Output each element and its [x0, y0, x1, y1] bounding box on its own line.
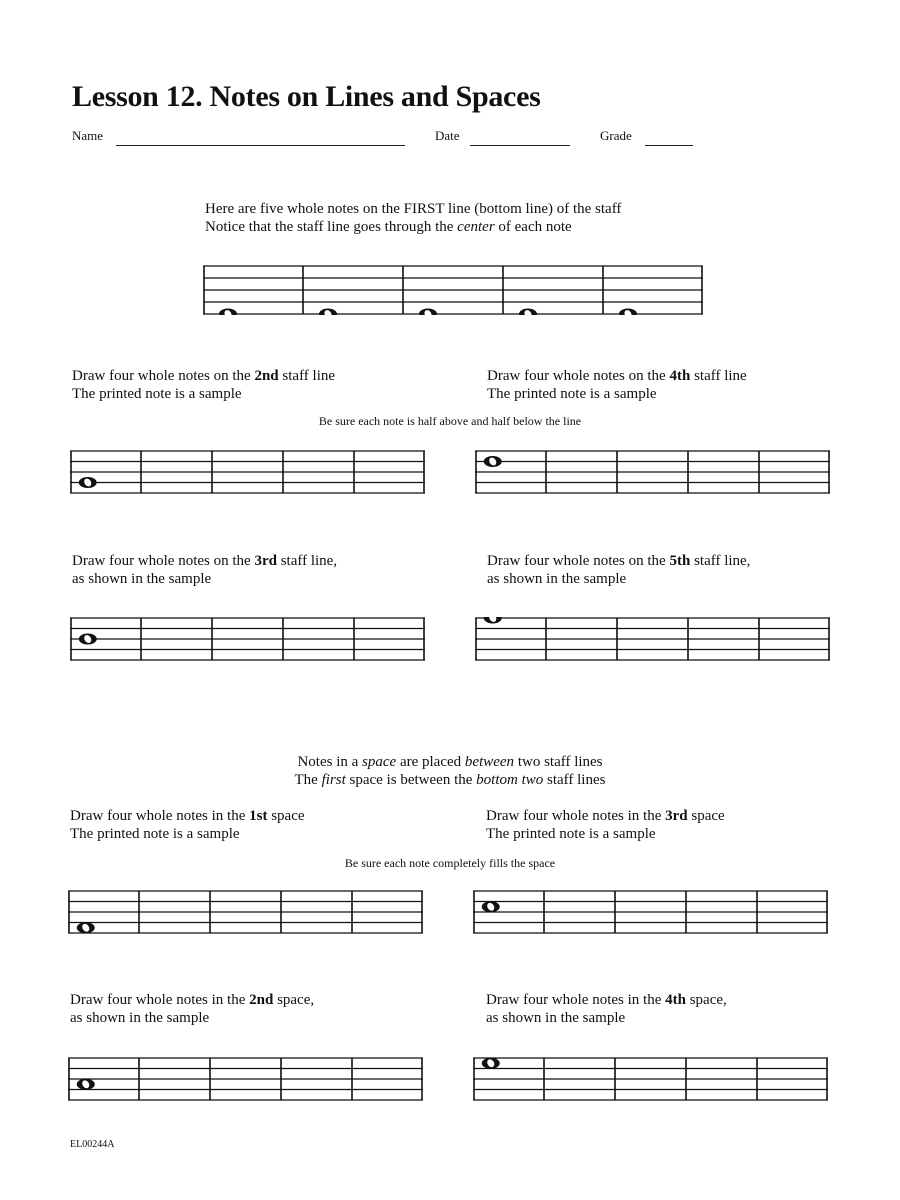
- intro-text: [205, 200, 621, 236]
- exercise-space-1-text: Draw four whole notes in the: [70, 808, 250, 824]
- space-intro-l1-a: Notes in a: [297, 754, 363, 770]
- space-intro-l2-a: The: [294, 772, 322, 788]
- space-intro-l2-em2: bottom two: [476, 772, 544, 788]
- exercise-space-1-line2: The printed note is a sample: [70, 826, 240, 842]
- space-intro-l1-em1: space: [362, 754, 397, 770]
- exercise-line-4-ordinal: 4th: [669, 368, 691, 384]
- intro-line-1: Here are five whole notes on the FIRST line (bottom line) of the staff: [205, 201, 622, 217]
- exercise-line-3-line2: as shown in the sample: [72, 571, 212, 587]
- date-field[interactable]: [470, 135, 570, 146]
- footer-code: EL00244A: [70, 1139, 115, 1150]
- exercise-space-2-ordinal: 2nd: [249, 992, 274, 1008]
- exercise-line-2: [72, 367, 335, 403]
- exercise-space-1: [70, 807, 305, 843]
- whole-note: [79, 477, 97, 488]
- space-intro-line-1: [200, 753, 700, 771]
- exercise-line-2-line1: [72, 367, 335, 385]
- space-intro-l2-b: space is between the: [345, 772, 477, 788]
- name-label: Name: [72, 128, 104, 143]
- date-label: Date: [435, 128, 460, 143]
- exercise-line-2-line2: The printed note is a sample: [72, 386, 242, 402]
- exercise-space-3-text: Draw four whole notes in the: [486, 808, 666, 824]
- exercise-line-3-suffix: staff line,: [276, 553, 338, 569]
- exercise-line-5-line1: [487, 552, 750, 570]
- staff-intro: [203, 265, 703, 315]
- exercise-space-3-ordinal: 3rd: [665, 808, 688, 824]
- staff-line-3[interactable]: [70, 617, 425, 661]
- exercise-line-5-text: Draw four whole notes on the: [487, 553, 670, 569]
- staff-line-5[interactable]: [475, 617, 830, 661]
- page-title: Lesson 12. Notes on Lines and Spaces: [72, 80, 541, 113]
- exercise-line-2-suffix: staff line: [278, 368, 336, 384]
- exercise-space-4-ordinal: 4th: [665, 992, 686, 1008]
- line-hint: Be sure each note is half above and half below the line: [318, 414, 582, 428]
- staff-space-1[interactable]: [68, 890, 423, 934]
- exercise-space-3-suffix: space: [687, 808, 725, 824]
- whole-note: [77, 922, 95, 933]
- exercise-line-4-line1: [487, 367, 747, 385]
- whole-note: [319, 309, 337, 316]
- intro-line-2: [205, 218, 621, 236]
- whole-note: [519, 309, 537, 316]
- exercise-space-4-text: Draw four whole notes in the: [486, 992, 666, 1008]
- intro-line-2-start: Notice that the staff line goes through the: [205, 219, 458, 235]
- exercise-line-4-suffix: staff line: [690, 368, 747, 384]
- space-hint: Be sure each note completely fills the space: [344, 856, 556, 870]
- exercise-line-3-line1: [72, 552, 337, 570]
- exercise-space-2: [70, 991, 314, 1027]
- exercise-line-5-suffix: staff line,: [690, 553, 751, 569]
- exercise-space-3-line2: The printed note is a sample: [486, 826, 656, 842]
- staff-space-2[interactable]: [68, 1057, 423, 1101]
- exercise-space-1-suffix: space: [267, 808, 305, 824]
- name-field[interactable]: [116, 135, 405, 146]
- exercise-space-4-suffix: space,: [685, 992, 727, 1008]
- exercise-line-4: [487, 367, 747, 403]
- whole-note: [484, 617, 502, 624]
- whole-note: [482, 901, 500, 912]
- grade-field[interactable]: [645, 135, 693, 146]
- whole-note: [619, 309, 637, 316]
- staff-line-2[interactable]: [70, 450, 425, 494]
- exercise-line-5-line2: as shown in the sample: [487, 571, 627, 587]
- whole-note: [484, 456, 502, 467]
- exercise-line-3-text: Draw four whole notes on the: [72, 553, 255, 569]
- whole-note: [77, 1079, 95, 1090]
- space-intro-l2-em1: first: [321, 772, 346, 788]
- exercise-space-1-ordinal: 1st: [249, 808, 268, 824]
- space-intro-l1-b: are placed: [396, 754, 465, 770]
- intro-line-2-end: of each note: [494, 219, 572, 235]
- exercise-space-2-text: Draw four whole notes in the: [70, 992, 250, 1008]
- space-intro-l2-c: staff lines: [543, 772, 606, 788]
- exercise-line-2-ordinal: 2nd: [254, 368, 279, 384]
- exercise-space-3-line1: [486, 807, 725, 825]
- exercise-line-5-ordinal: 5th: [669, 553, 691, 569]
- grade-label: Grade: [600, 128, 632, 143]
- exercise-line-3: [72, 552, 337, 588]
- exercise-line-2-text: Draw four whole notes on the: [72, 368, 255, 384]
- exercise-space-2-line1: [70, 991, 314, 1009]
- whole-note: [79, 634, 97, 645]
- exercise-line-3-ordinal: 3rd: [254, 553, 277, 569]
- exercise-space-4: [486, 991, 727, 1027]
- whole-note: [482, 1058, 500, 1069]
- exercise-line-4-line2: The printed note is a sample: [487, 386, 657, 402]
- space-intro-l1-c: two staff lines: [514, 754, 603, 770]
- space-intro-l1-em2: between: [464, 754, 515, 770]
- whole-note: [219, 309, 237, 316]
- exercise-line-4-text: Draw four whole notes on the: [487, 368, 670, 384]
- exercise-space-2-suffix: space,: [273, 992, 315, 1008]
- exercise-space-3: [486, 807, 725, 843]
- intro-line-2-emphasis: center: [457, 219, 495, 235]
- staff-space-4[interactable]: [473, 1057, 828, 1101]
- space-intro: [200, 753, 700, 789]
- exercise-line-5: [487, 552, 750, 588]
- exercise-space-4-line2: as shown in the sample: [486, 1010, 626, 1026]
- exercise-space-1-line1: [70, 807, 305, 825]
- staff-line-4[interactable]: [475, 450, 830, 494]
- exercise-space-4-line1: [486, 991, 727, 1009]
- staff-space-3[interactable]: [473, 890, 828, 934]
- exercise-space-2-line2: as shown in the sample: [70, 1010, 210, 1026]
- whole-note: [419, 309, 437, 316]
- space-intro-line-2: [200, 771, 700, 789]
